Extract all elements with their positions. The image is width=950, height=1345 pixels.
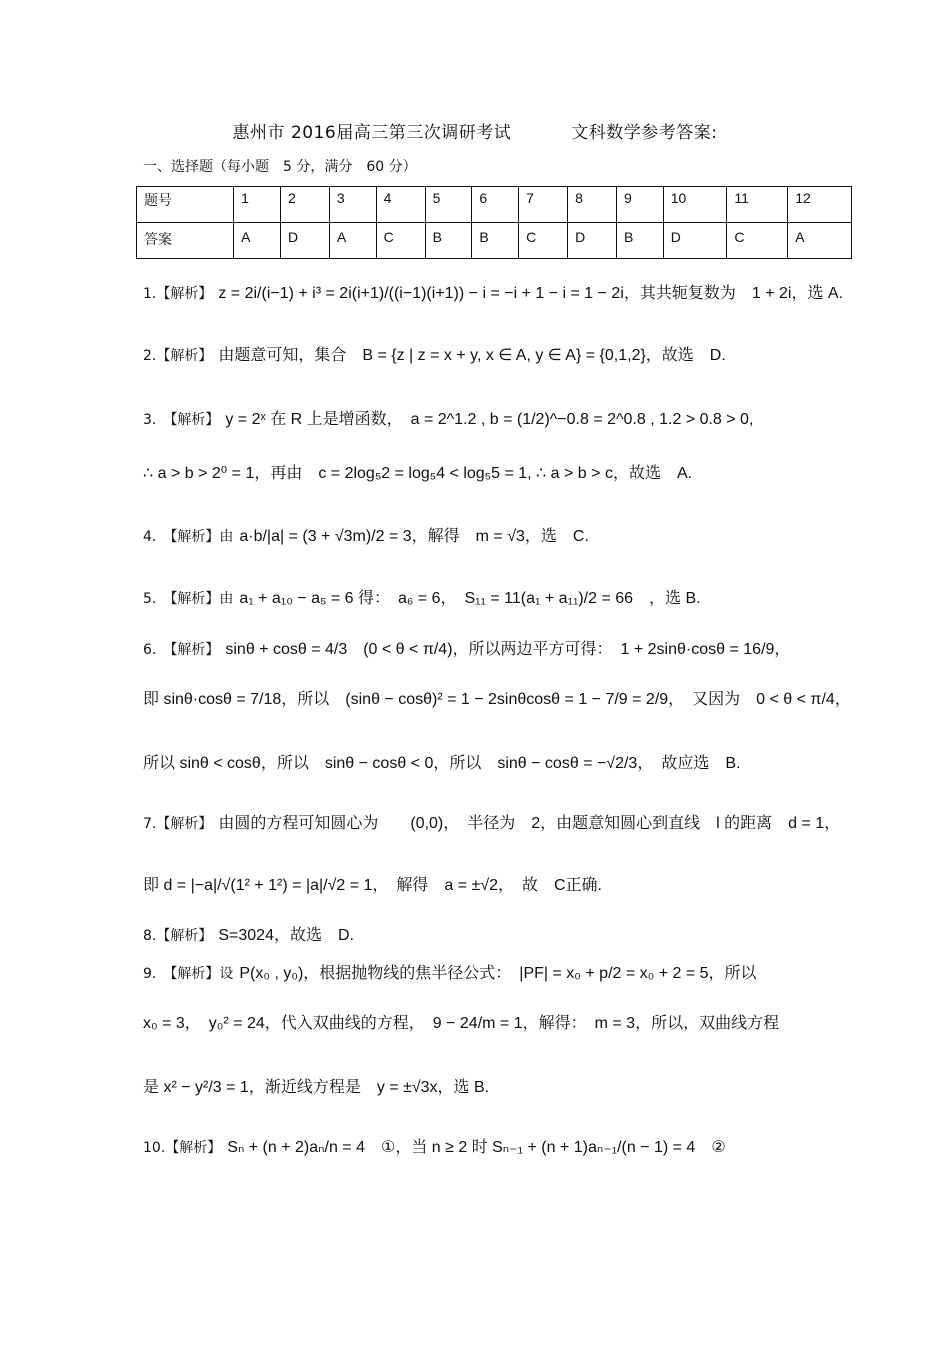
solution-text: a·b/|a| = (3 + √3m)/2 = 3，解得 m = √3，选 C. xyxy=(239,528,589,545)
table-header-cell: 题号 xyxy=(137,187,234,223)
section-heading: 一、选择题（每小题 5 分，满分 60 分） xyxy=(143,159,417,175)
table-cell: C xyxy=(727,223,788,259)
table-cell: D xyxy=(568,223,617,259)
solution-label: 5. 【解析】由 xyxy=(143,591,234,607)
solution-3 xyxy=(143,406,753,429)
table-header-cell: 答案 xyxy=(137,223,234,259)
solution-label: 8.【解析】 xyxy=(143,928,213,944)
table-cell: B xyxy=(425,223,472,259)
solution-text: sinθ + cosθ = 4/3 (0 < θ < π/4)，所以两边平方可得： 1 + 2sinθ·cosθ = 16/9， xyxy=(225,641,791,658)
solution-text: 由圆的方程可知圆心为 (0,0)， 半径为 2，由题意知圆心到直线 l 的距离 d = 1， xyxy=(218,815,841,832)
table-cell: A xyxy=(234,223,281,259)
solution-label: 6. 【解析】 xyxy=(143,642,220,658)
table-cell: 9 xyxy=(616,187,663,223)
solution-7 xyxy=(143,810,840,833)
solution-text: S=3024，故选 D. xyxy=(218,927,354,944)
table-row xyxy=(137,187,852,223)
solution-label: 4. 【解析】由 xyxy=(143,529,234,545)
title-left: 惠州市 2016届高三第三次调研考试 xyxy=(232,123,512,143)
solution-label: 1.【解析】 xyxy=(143,286,213,302)
solution-9-continued xyxy=(143,1074,489,1097)
solution-label: 3. 【解析】 xyxy=(143,412,220,428)
solution-text: 是 x² − y²/3 = 1，渐近线方程是 y = ±√3x，选 B. xyxy=(143,1079,490,1096)
solution-text: P(x₀ , y₀)，根据抛物线的焦半径公式： |PF| = x₀ + p/2 = x₀ + 2 = 5，所以 xyxy=(239,965,757,982)
solution-10 xyxy=(143,1134,726,1157)
solution-label: 9. 【解析】设 xyxy=(143,966,234,982)
solution-label: 7.【解析】 xyxy=(143,816,213,832)
table-cell: B xyxy=(616,223,663,259)
solution-2 xyxy=(143,342,726,365)
solution-8 xyxy=(143,922,354,945)
solution-text: 由题意可知，集合 B = {z | z = x + y, x ∈ A, y ∈ A} = {0,1,2}，故选 D. xyxy=(218,347,726,364)
table-cell: D xyxy=(663,223,727,259)
table-cell: A xyxy=(788,223,852,259)
solution-6-continued xyxy=(143,686,851,709)
solution-text: 所以 sinθ < cosθ，所以 sinθ − cosθ < 0，所以 sinθ − cosθ = −√2/3， 故应选 B. xyxy=(143,755,741,772)
table-cell: 5 xyxy=(425,187,472,223)
table-cell: A xyxy=(329,223,376,259)
solution-6 xyxy=(143,636,790,659)
table-cell: 12 xyxy=(788,187,852,223)
table-cell: C xyxy=(519,223,568,259)
table-cell: 6 xyxy=(472,187,519,223)
table-cell: B xyxy=(472,223,519,259)
solution-1 xyxy=(143,280,843,303)
solution-text: 即 sinθ·cosθ = 7/18，所以 (sinθ − cosθ)² = 1 − 2sinθcosθ = 1 − 7/9 = 2/9， 又因为 0 < θ < π/4， xyxy=(143,691,851,708)
solution-7-continued xyxy=(143,872,602,895)
table-cell: 8 xyxy=(568,187,617,223)
solution-text: x₀ = 3， y₀² = 24，代入双曲线的方程， 9 − 24/m = 1，解得： m = 3，所以，双曲线方程 xyxy=(143,1015,780,1032)
table-cell: 4 xyxy=(376,187,425,223)
answer-table xyxy=(136,186,852,259)
solution-9 xyxy=(143,960,757,983)
table-cell: C xyxy=(376,223,425,259)
solution-9-continued xyxy=(143,1010,779,1033)
solution-4 xyxy=(143,523,589,546)
table-row xyxy=(137,223,852,259)
solution-text: Sₙ + (n + 2)aₙ/n = 4 ①，当 n ≥ 2 时 Sₙ₋₁ + (n + 1)aₙ₋₁/(n − 1) = 4 ② xyxy=(227,1139,726,1156)
solution-text: y = 2ˣ 在 R 上是增函数， a = 2^1.2 , b = (1/2)^−0.8 = 2^0.8 , 1.2 > 0.8 > 0, xyxy=(225,411,754,428)
solution-3-continued xyxy=(143,460,692,483)
table-cell: 1 xyxy=(234,187,281,223)
table-cell: D xyxy=(280,223,329,259)
solution-text: 即 d = |−a|/√(1² + 1²) = |a|/√2 = 1， 解得 a = ±√2， 故 C正确. xyxy=(143,877,603,894)
title-right: 文科数学参考答案: xyxy=(571,123,718,143)
solution-label: 10.【解析】 xyxy=(143,1140,222,1156)
table-cell: 10 xyxy=(663,187,727,223)
solution-text: ∴ a > b > 2⁰ = 1，再由 c = 2log₅2 = log₅4 < log₅5 = 1, ∴ a > b > c，故选 A. xyxy=(143,465,693,482)
solution-5 xyxy=(143,585,701,608)
table-cell: 2 xyxy=(280,187,329,223)
table-cell: 3 xyxy=(329,187,376,223)
solution-text: a₁ + a₁₀ − a₅ = 6 得： a₆ = 6， S₁₁ = 11(a₁ + a₁₁)/2 = 66 ，选 B. xyxy=(239,590,701,607)
solution-label: 2.【解析】 xyxy=(143,348,213,364)
solution-text: z = 2i/(i−1) + i³ = 2i(i+1)/((i−1)(i+1)) − i = −i + 1 − i = 1 − 2i，其共轭复数为 1 + 2i，选 A. xyxy=(218,285,844,302)
page-title xyxy=(0,118,950,143)
solution-6-continued xyxy=(143,750,740,773)
table-cell: 7 xyxy=(519,187,568,223)
table-cell: 11 xyxy=(727,187,788,223)
